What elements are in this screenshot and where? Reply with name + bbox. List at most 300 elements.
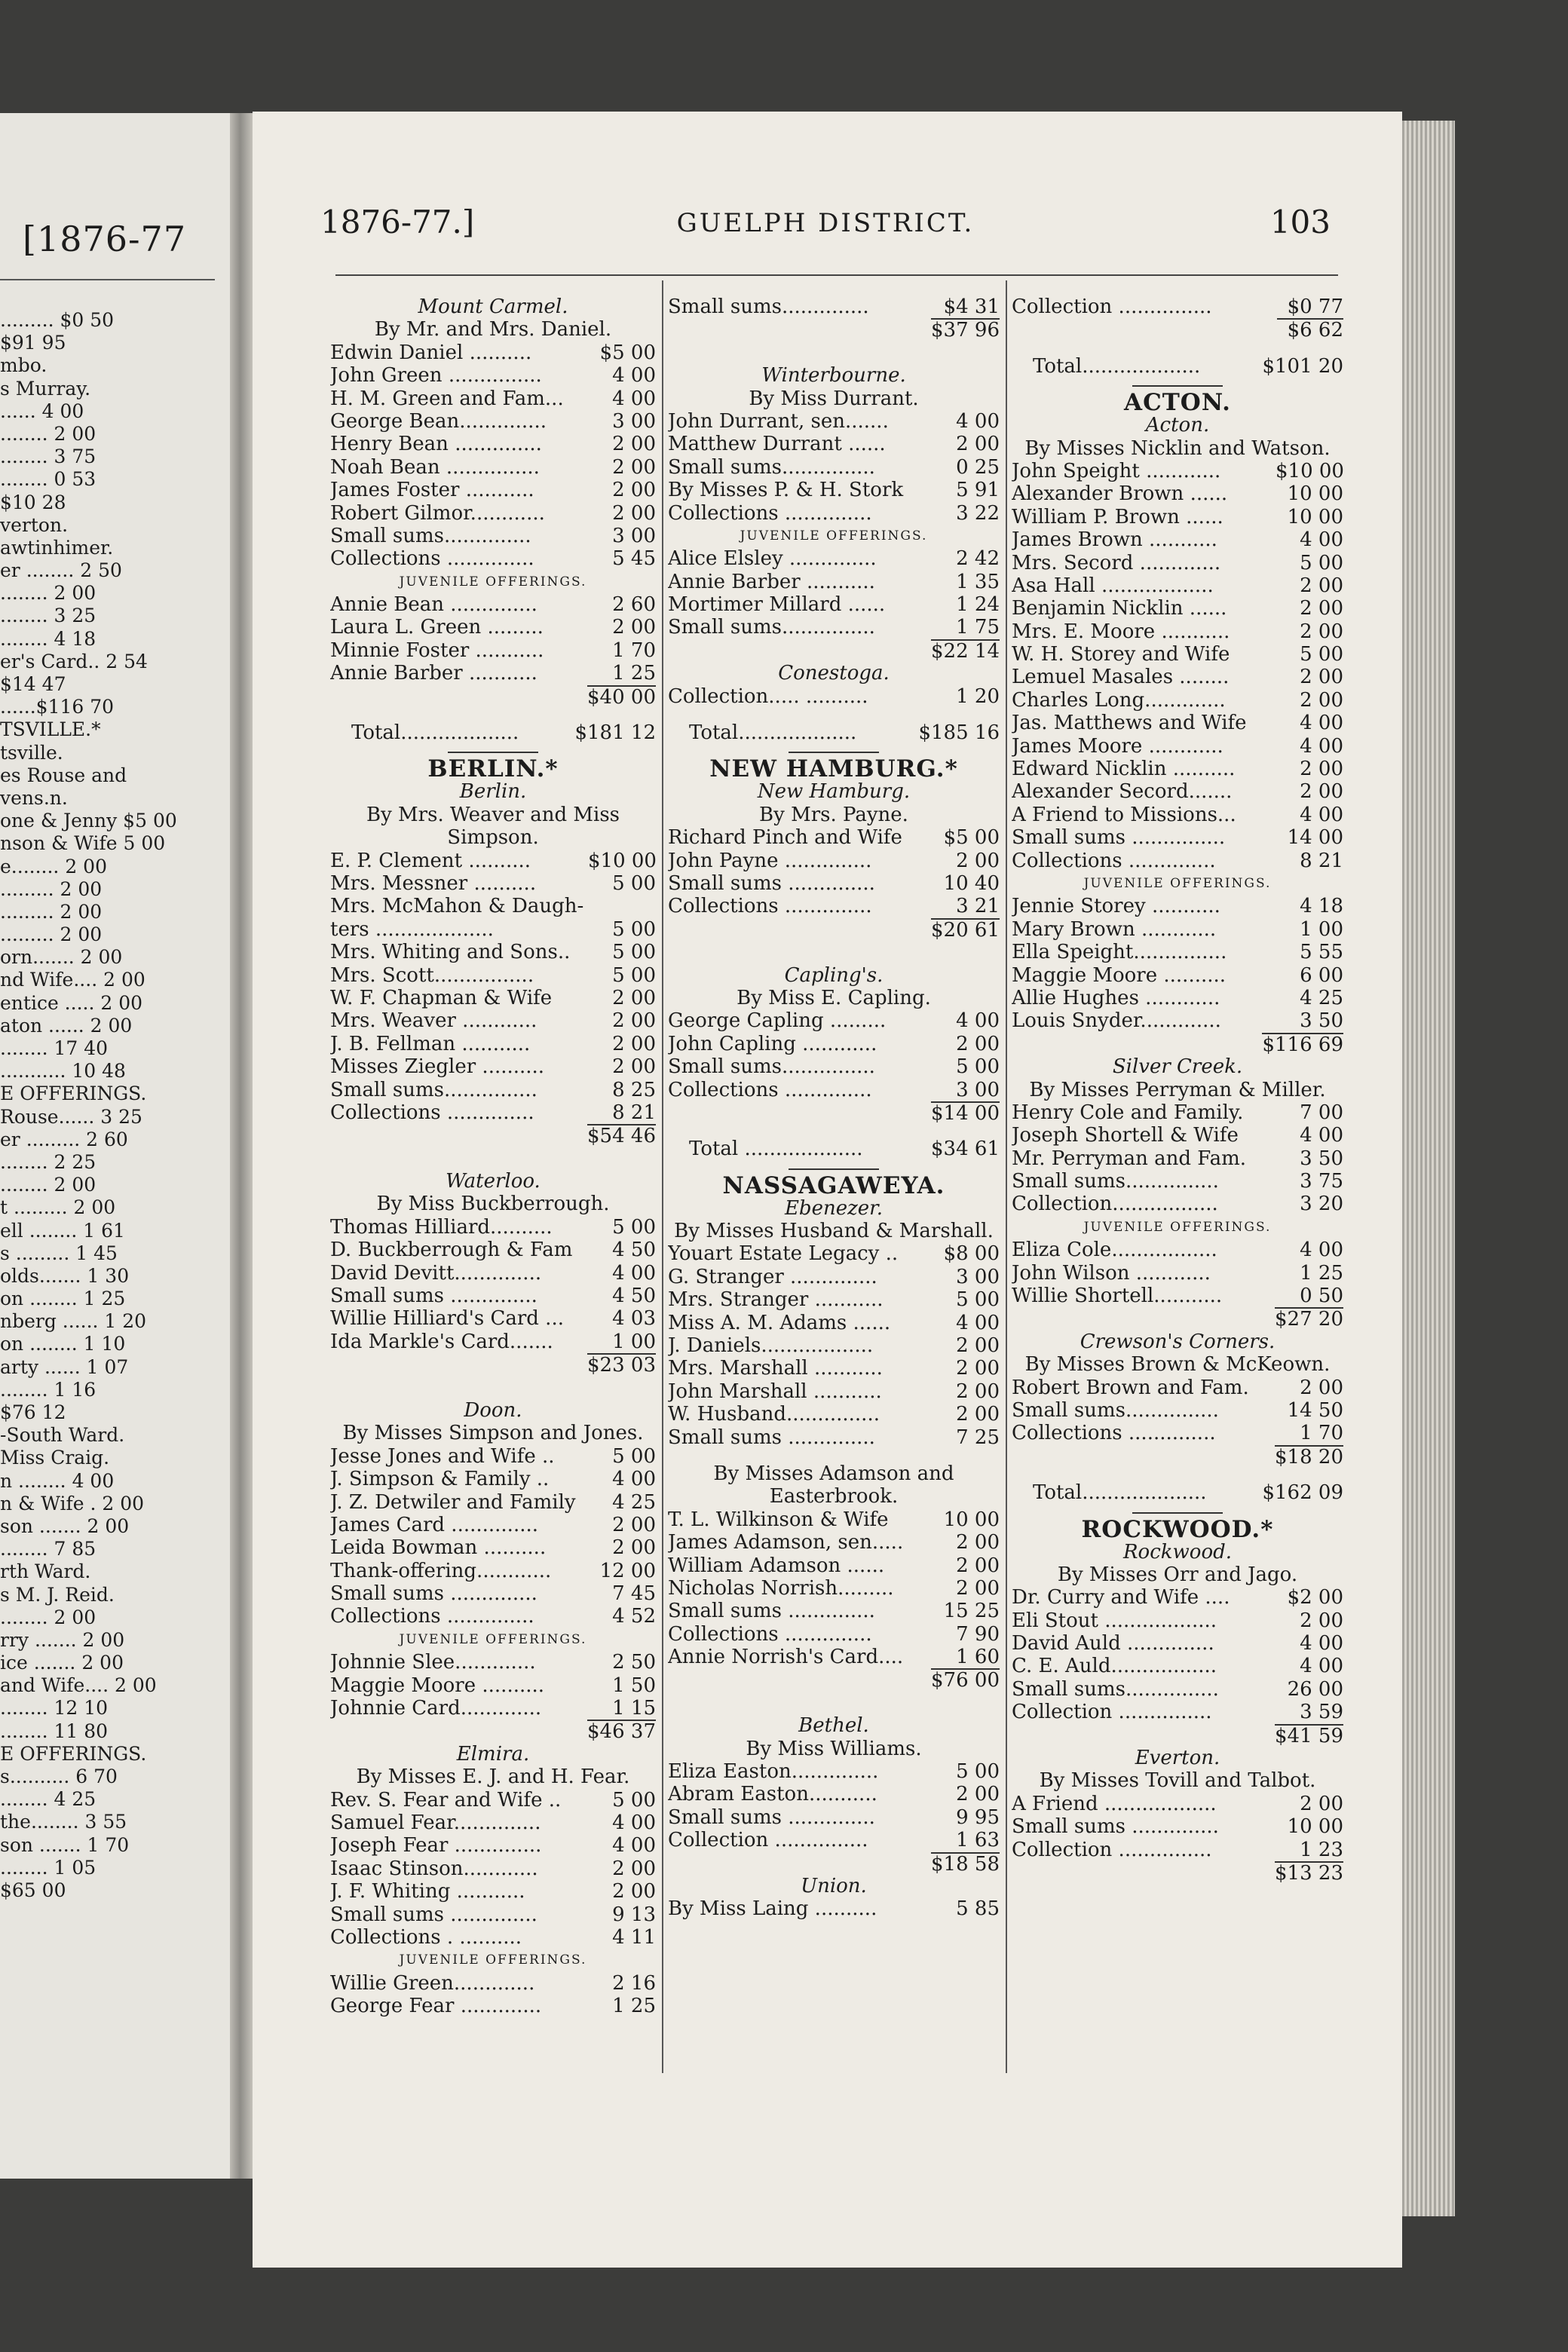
- subtotal: [1012, 1307, 1343, 1330]
- entry-row: [330, 1674, 656, 1697]
- entry-amount: 2 00: [612, 1536, 656, 1560]
- total-row: [668, 721, 1000, 744]
- entry-amount: 2 00: [612, 1009, 656, 1033]
- collector-line: By Mrs. Payne.: [759, 803, 908, 826]
- entry-name: Small sums..............: [330, 524, 531, 547]
- subtotal: [668, 318, 1000, 341]
- entry-row: [330, 639, 656, 662]
- entry-amount: 1 20: [956, 684, 1000, 708]
- subtotal-amount: $22 14: [931, 639, 1000, 663]
- left-page-line: -South Ward.: [0, 1424, 125, 1447]
- spacer: [668, 708, 1000, 721]
- entry-amount: 4 25: [612, 1490, 656, 1514]
- entry-name: Misses Ziegler ..........: [330, 1055, 545, 1079]
- circuit-heading: Bethel.: [798, 1714, 869, 1738]
- entry-amount: 3 00: [956, 1078, 1000, 1101]
- collector-line: By Misses Tovill and Talbot.: [1039, 1769, 1316, 1793]
- entry-amount: $2 00: [1287, 1586, 1343, 1609]
- entry-amount: 8 21: [1300, 849, 1343, 872]
- entry-name: Mrs. Messner ..........: [330, 871, 537, 895]
- entry-amount: 2 00: [1300, 597, 1343, 620]
- entry-row: [1012, 528, 1343, 551]
- entry-amount: 2 00: [1300, 1609, 1343, 1632]
- left-page-line: n & Wife . 2 00: [0, 1492, 145, 1514]
- entry-name: James Card ..............: [330, 1513, 539, 1536]
- spacer: [668, 1692, 1000, 1714]
- left-page-line: E OFFERINGS.: [0, 1742, 147, 1765]
- entry-amount: 2 00: [1300, 574, 1343, 597]
- left-page-line: aton ...... 2 00: [0, 1014, 133, 1037]
- entry-amount: 4 00: [1300, 803, 1343, 826]
- entry-amount: 4 18: [1300, 895, 1343, 918]
- left-page-line: ........ 2 25: [0, 1150, 96, 1173]
- collector-line: By Misses Husband & Marshall.: [674, 1220, 994, 1243]
- left-page-line: arty ...... 1 07: [0, 1355, 129, 1378]
- entry-name: W. F. Chapman & Wife: [330, 986, 553, 1009]
- entry-amount: 2 00: [612, 1055, 656, 1079]
- entry-row: [1012, 666, 1343, 688]
- entry-name: John Green ...............: [330, 364, 542, 387]
- entry-amount: 4 00: [1300, 712, 1343, 735]
- circuit-heading: Elmira.: [456, 1742, 530, 1766]
- entry-row: [330, 941, 656, 963]
- entry-amount: 4 11: [612, 1925, 656, 1949]
- entry-name: Collections ..............: [1012, 849, 1216, 872]
- entry-amount: 2 00: [1300, 758, 1343, 781]
- entry-row: [330, 1033, 656, 1055]
- entry-amount: 2 00: [956, 1380, 1000, 1403]
- entry-name: Collections ..............: [330, 547, 534, 571]
- subtotal-amount: $6 62: [1277, 318, 1343, 341]
- entry-amount: 3 21: [956, 895, 1000, 918]
- left-page-header: [1876-77: [23, 219, 187, 259]
- circuit-heading: Everton.: [1135, 1747, 1220, 1770]
- circuit-heading: Ebenezer.: [784, 1196, 884, 1220]
- left-page-line: s M. J. Reid.: [0, 1583, 115, 1606]
- entry-row: [330, 341, 656, 364]
- entry-name: W. Husband...............: [668, 1403, 880, 1426]
- entry-row: [1012, 964, 1343, 987]
- entry-amount: 5 00: [956, 1760, 1000, 1784]
- left-page-line: er ......... 2 60: [0, 1128, 128, 1150]
- collector-line: Simpson.: [447, 826, 539, 850]
- left-page-line: rth Ward.: [0, 1560, 91, 1583]
- entry-amount: 4 00: [612, 1261, 656, 1285]
- left-page-line: awtinhimer.: [0, 536, 114, 559]
- entry-amount: 9 95: [956, 1805, 1000, 1829]
- collector-line: Easterbrook.: [769, 1485, 899, 1508]
- entry-row: [1012, 1793, 1343, 1815]
- entry-amount: 7 25: [956, 1426, 1000, 1449]
- entry-row: [330, 616, 656, 639]
- entry-name: H. M. Green and Fam...: [330, 387, 564, 410]
- entry-amount: 2 00: [612, 986, 656, 1009]
- entry-name: W. H. Storey and Wife: [1012, 643, 1230, 666]
- entry-name: Joseph Shortell & Wife: [1012, 1124, 1239, 1147]
- entry-row: [668, 1334, 1000, 1357]
- entry-amount: 1 75: [956, 616, 1000, 639]
- entry-name: Leida Bowman ..........: [330, 1536, 547, 1560]
- left-page-line: mbo.: [0, 354, 47, 377]
- circuit-heading: Waterloo.: [446, 1170, 541, 1193]
- circuit-heading: Acton.: [1145, 414, 1210, 437]
- juvenile-heading: JUVENILE OFFERINGS.: [399, 1952, 587, 1968]
- subtotal: [668, 639, 1000, 662]
- entry-amount: 2 00: [612, 479, 656, 502]
- entry-amount: $4 31: [943, 296, 1000, 318]
- subtotal-amount: $18 20: [1275, 1445, 1343, 1468]
- entry-row: [668, 1266, 1000, 1288]
- entry-amount: 2 00: [956, 1531, 1000, 1554]
- entry-row: [668, 1760, 1000, 1783]
- entry-amount: 2 60: [612, 593, 656, 617]
- entry-name: Alexander Secord.......: [1012, 780, 1233, 804]
- entry-name: Collections ..............: [668, 1078, 872, 1101]
- entry-name: Collection.................: [1012, 1193, 1218, 1216]
- entry-row: [1012, 712, 1343, 734]
- subtotal-amount: $54 46: [587, 1125, 656, 1148]
- entry-row: [1012, 1124, 1343, 1147]
- entry-amount: 2 00: [956, 1783, 1000, 1806]
- left-page-lines: [0, 309, 219, 1902]
- left-page-line: ........ 4 25: [0, 1788, 96, 1811]
- subtotal-amount: $20 61: [931, 918, 1000, 942]
- entry-amount: 1 60: [956, 1646, 1000, 1669]
- juvenile-heading: JUVENILE OFFERINGS.: [399, 574, 587, 590]
- entry-row: [668, 1380, 1000, 1403]
- entry-amount: 2 00: [1300, 620, 1343, 643]
- total-amount: $181 12: [574, 721, 656, 745]
- entry-amount: 2 00: [956, 1032, 1000, 1055]
- entry-amount: 5 55: [1300, 941, 1343, 964]
- entry-amount: 4 50: [612, 1285, 656, 1308]
- entry-name: Youart Estate Legacy ..: [668, 1242, 899, 1266]
- entry-row: [330, 1972, 656, 1995]
- entry-name: E. P. Clement ..........: [330, 849, 531, 872]
- entry-row: [1012, 804, 1343, 826]
- entry-row: [1012, 1586, 1343, 1609]
- entry-amount: 4 00: [612, 387, 656, 410]
- left-page-line: olds....... 1 30: [0, 1264, 130, 1287]
- circuit-heading: Silver Creek.: [1112, 1055, 1243, 1079]
- column-divider: [1006, 280, 1007, 2073]
- spacer: [668, 1124, 1000, 1138]
- entry-name: Jas. Matthews and Wife: [1012, 712, 1247, 735]
- entry-row: [1012, 574, 1343, 597]
- entry-row: [1012, 1147, 1343, 1170]
- subtotal-amount: $14 00: [931, 1101, 1000, 1125]
- page-header: [320, 204, 1331, 249]
- entry-amount: 2 00: [956, 1403, 1000, 1426]
- entry-amount: 3 00: [612, 524, 656, 547]
- entry-name: George Fear .............: [330, 1995, 542, 2018]
- entry-amount: 4 00: [612, 364, 656, 387]
- entry-name: John Speight ............: [1012, 459, 1221, 482]
- entry-name: George Capling .........: [668, 1009, 887, 1033]
- entry-amount: 4 00: [956, 1009, 1000, 1033]
- subtotal-amount: $46 37: [587, 1720, 656, 1744]
- entry-row: [330, 1331, 656, 1353]
- left-page-line: ........ 17 40: [0, 1037, 109, 1059]
- entry-name: Matthew Durrant ......: [668, 433, 886, 456]
- entry-row: [330, 1514, 656, 1536]
- entry-row: [330, 1079, 656, 1101]
- subtotal: [668, 1852, 1000, 1875]
- left-page-line: ........ 7 85: [0, 1538, 96, 1560]
- entry-row: [1012, 780, 1343, 803]
- left-page-line: ........ 3 75: [0, 446, 96, 468]
- entry-row: [1012, 1239, 1343, 1261]
- entry-row: [668, 1806, 1000, 1829]
- entry-row: [1012, 460, 1343, 482]
- collector-line: By Miss Buckberrough.: [376, 1193, 610, 1216]
- left-page-line: TSVILLE.*: [0, 718, 101, 741]
- entry-amount: 4 00: [1300, 1655, 1343, 1678]
- entry-name: J. Daniels..................: [668, 1334, 874, 1358]
- entry-amount: 5 00: [612, 941, 656, 964]
- entry-row: [330, 479, 656, 501]
- entry-row: [668, 1079, 1000, 1101]
- total-label: Total...................: [1033, 354, 1201, 378]
- entry-amount: 2 00: [1300, 780, 1343, 804]
- circuit-heading: Conestoga.: [778, 662, 890, 685]
- entry-name: Minnie Foster ...........: [330, 639, 544, 662]
- entry-name: Collections ..............: [668, 895, 872, 918]
- entry-row: [1012, 620, 1343, 643]
- left-page-line: es Rouse and: [0, 764, 127, 786]
- left-page-line: ......... 2 00: [0, 923, 103, 946]
- entry-row: [668, 1783, 1000, 1805]
- entry-name: Small sums ..............: [1012, 1815, 1219, 1839]
- entry-row: [1012, 758, 1343, 780]
- entry-name: John Wilson ............: [1012, 1261, 1211, 1285]
- entry-row: [1012, 1377, 1343, 1399]
- entry-row: [1012, 1262, 1343, 1285]
- entry-name: Thomas Hilliard..........: [330, 1215, 553, 1239]
- entry-name: George Bean..............: [330, 409, 547, 433]
- left-page-line: ........ 3 25: [0, 605, 96, 627]
- entry-row: [668, 593, 1000, 616]
- page-number: 103: [1269, 204, 1331, 240]
- entry-row: [330, 1560, 656, 1582]
- entry-row: [330, 456, 656, 479]
- entry-amount: 1 25: [612, 1995, 656, 2018]
- entry-row: [330, 410, 656, 433]
- entry-row: [330, 364, 656, 387]
- entry-amount: 2 00: [1300, 1792, 1343, 1815]
- left-page-line: verton.: [0, 513, 69, 536]
- entry-amount: 2 00: [612, 1032, 656, 1055]
- entry-name: Collections ..............: [1012, 1422, 1216, 1445]
- entry-amount: 2 00: [612, 616, 656, 639]
- entry-row: [330, 387, 656, 410]
- left-page-line: entice ..... 2 00: [0, 991, 143, 1014]
- total-row: [1012, 1481, 1343, 1504]
- entry-name: Maggie Moore ..........: [1012, 963, 1227, 987]
- entry-name: Benjamin Nicklin ......: [1012, 597, 1227, 620]
- entry-amount: 4 00: [1300, 528, 1343, 552]
- entry-name: Mrs. Secord .............: [1012, 551, 1221, 574]
- entry-row: [330, 1239, 656, 1261]
- entry-row: [1012, 1655, 1343, 1677]
- entry-name: Dr. Curry and Wife ....: [1012, 1586, 1230, 1609]
- subtotal: [1012, 1445, 1343, 1468]
- collector-line: By Misses Adamson and: [713, 1462, 954, 1485]
- left-page-line: s ......... 1 45: [0, 1242, 118, 1264]
- entry-name: Lemuel Masales ........: [1012, 666, 1230, 689]
- entry-row: [668, 410, 1000, 433]
- left-page-line: rry ....... 2 00: [0, 1628, 125, 1651]
- entry-name: Small sums...............: [330, 1078, 537, 1101]
- entry-name: By Miss Laing ..........: [668, 1897, 877, 1921]
- subtotal-amount: $76 00: [931, 1669, 1000, 1692]
- entry-name: Abram Easton...........: [668, 1783, 877, 1806]
- left-page-line: Miss Craig.: [0, 1447, 110, 1469]
- entry-name: G. Stranger ..............: [668, 1265, 877, 1288]
- entry-name: Willie Shortell...........: [1012, 1285, 1223, 1308]
- entry-name: Mrs. Stranger ...........: [668, 1288, 884, 1312]
- entry-row: [330, 1697, 656, 1720]
- left-page-line: t ......... 2 00: [0, 1196, 116, 1219]
- header-year: 1876-77.]: [320, 204, 475, 240]
- entry-row: [668, 433, 1000, 455]
- subtotal: [1012, 1033, 1343, 1055]
- entry-name: Mrs. Weaver ............: [330, 1009, 537, 1033]
- entry-amount: 4 00: [956, 409, 1000, 433]
- left-page-line: $10 28: [0, 491, 66, 513]
- entry-name: Louis Snyder.............: [1012, 1009, 1221, 1033]
- entry-amount: $8 00: [943, 1242, 1000, 1266]
- entry-name: Small sums ..............: [668, 1600, 875, 1623]
- subtotal-amount: $40 00: [587, 685, 656, 709]
- entry-amount: 4 00: [1300, 1239, 1343, 1262]
- entry-name: Allie Hughes ............: [1012, 986, 1220, 1009]
- entry-row: [330, 1582, 656, 1605]
- entry-row: [668, 547, 1000, 570]
- entry-row: [1012, 1422, 1343, 1444]
- total-amount: $34 61: [931, 1138, 1000, 1161]
- entry-amount: 14 50: [1287, 1398, 1343, 1422]
- entry-name: Small sums ..............: [668, 1426, 875, 1449]
- entry-name: Joseph Fear ..............: [330, 1834, 542, 1857]
- entry-name: Noah Bean ...............: [330, 455, 540, 479]
- entry-amount: 1 35: [956, 570, 1000, 593]
- column-3: [1012, 296, 1343, 1884]
- entry-name: A Friend ..................: [1012, 1792, 1217, 1815]
- entry-amount: 3 20: [1300, 1193, 1343, 1216]
- entry-name: Annie Barber ...........: [668, 570, 875, 593]
- entry-row: [1012, 482, 1343, 505]
- total-row: [668, 1138, 1000, 1160]
- entry-row: [330, 1926, 656, 1949]
- entry-amount: 2 00: [956, 1576, 1000, 1600]
- entry-amount: [588, 895, 656, 917]
- entry-name: John Capling ............: [668, 1032, 877, 1055]
- divider: [448, 752, 538, 753]
- spacer: [668, 1449, 1000, 1462]
- entry-amount: 7 90: [956, 1622, 1000, 1646]
- entry-name: Isaac Stinson............: [330, 1857, 538, 1880]
- entry-amount: 1 63: [956, 1829, 1000, 1852]
- entry-row: [330, 1903, 656, 1926]
- entry-amount: 2 00: [1300, 688, 1343, 712]
- entry-name: John Marshall ...........: [668, 1380, 882, 1403]
- entry-row: [330, 1857, 656, 1880]
- entry-amount: 10 00: [1287, 1815, 1343, 1839]
- left-page-line: the........ 3 55: [0, 1811, 127, 1833]
- entry-amount: 5 00: [1300, 643, 1343, 666]
- entry-name: Robert Brown and Fam.: [1012, 1376, 1249, 1399]
- entry-name: Willie Green.............: [330, 1971, 535, 1995]
- entry-row: [330, 1651, 656, 1674]
- entry-row: [1012, 506, 1343, 528]
- entry-row: [330, 662, 656, 684]
- entry-row: [1012, 689, 1343, 712]
- spacer: [1012, 1468, 1343, 1481]
- divider: [789, 752, 879, 753]
- entry-name: Eliza Cole.................: [1012, 1239, 1217, 1262]
- collector-line: By Mrs. Weaver and Miss: [366, 803, 620, 826]
- entry-name: Small sums ..............: [668, 871, 875, 895]
- entry-row: [668, 1426, 1000, 1449]
- entry-row: [668, 1829, 1000, 1851]
- entry-name: Small sums...............: [668, 1055, 875, 1079]
- entry-row: [1012, 918, 1343, 941]
- spacer: [668, 341, 1000, 364]
- entry-name: Small sums ..............: [668, 1805, 875, 1829]
- entry-name: Small sums ..............: [330, 1903, 537, 1926]
- entry-amount: 1 70: [1300, 1422, 1343, 1445]
- collector-line: By Miss Williams.: [746, 1737, 922, 1760]
- entry-name: Collection..... ..........: [668, 684, 868, 708]
- collector-line: By Miss E. Capling.: [737, 986, 931, 1009]
- entry-amount: 3 00: [612, 409, 656, 433]
- left-page-line: son ....... 1 70: [0, 1833, 130, 1856]
- entry-name: ters ...................: [330, 917, 494, 941]
- entry-name: Laura L. Green .........: [330, 616, 544, 639]
- entry-row: [1012, 1193, 1343, 1215]
- entry-row: [330, 547, 656, 570]
- entry-row: [330, 1834, 656, 1857]
- entry-name: Small sums...............: [1012, 1398, 1219, 1422]
- left-page-line: on ........ 1 25: [0, 1288, 126, 1310]
- entry-row: [668, 1623, 1000, 1646]
- entry-row: [330, 1605, 656, 1628]
- entry-name: Willie Hilliard's Card ...: [330, 1307, 564, 1331]
- entry-amount: 7 45: [612, 1582, 656, 1606]
- entry-row: [668, 872, 1000, 895]
- left-page-line: ice ....... 2 00: [0, 1652, 124, 1674]
- juvenile-heading: JUVENILE OFFERINGS.: [740, 528, 928, 544]
- entry-name: Small sums ..............: [330, 1582, 537, 1606]
- subtotal-amount: $23 03: [587, 1354, 656, 1377]
- entry-name: Rev. S. Fear and Wife ..: [330, 1788, 562, 1811]
- entry-row: [668, 571, 1000, 593]
- entry-amount: 4 00: [1300, 1632, 1343, 1655]
- juvenile-heading: JUVENILE OFFERINGS.: [1083, 875, 1272, 891]
- left-page-line: orn....... 2 00: [0, 946, 123, 969]
- entry-name: Collections . ..........: [330, 1925, 522, 1949]
- entry-row: [1012, 850, 1343, 872]
- entry-amount: 2 00: [956, 849, 1000, 872]
- entry-name: David Auld ..............: [1012, 1632, 1214, 1655]
- entry-row: [330, 1009, 656, 1032]
- column-1: [330, 296, 656, 2018]
- entry-amount: 4 00: [1300, 734, 1343, 758]
- entry-amount: 6 00: [1300, 963, 1343, 987]
- mission-heading: BERLIN.*: [427, 755, 559, 783]
- entry-row: [330, 1216, 656, 1239]
